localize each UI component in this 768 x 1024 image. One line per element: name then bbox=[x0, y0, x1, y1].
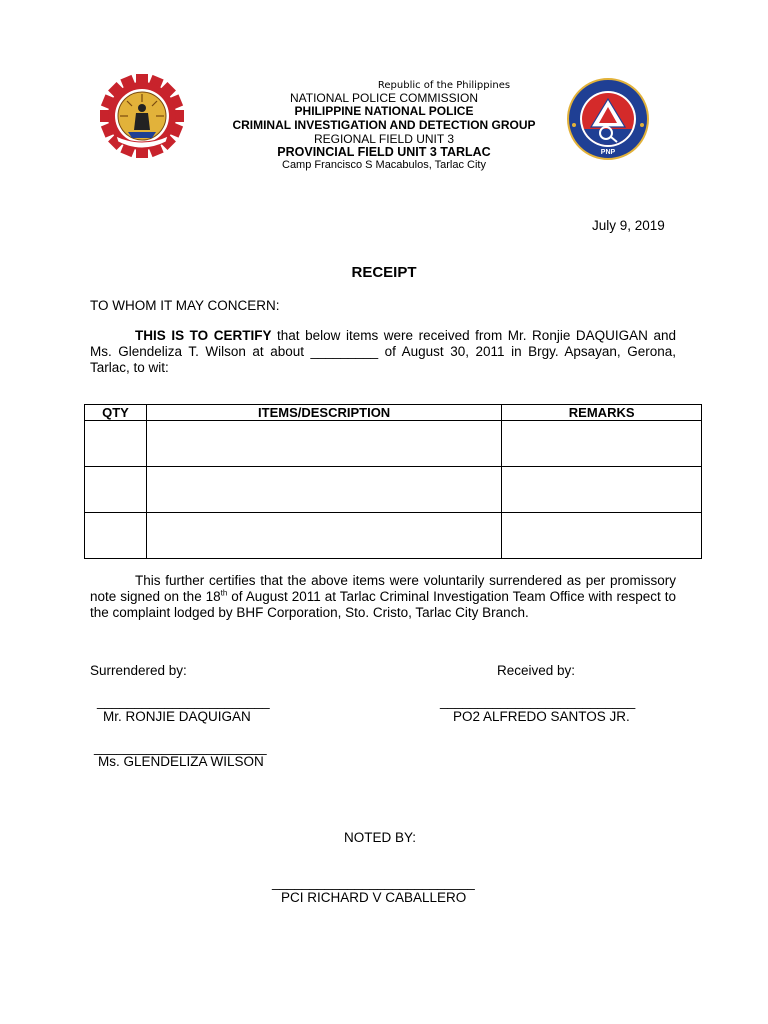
items-cell[interactable] bbox=[146, 513, 501, 559]
provincial-line: PROVINCIAL FIELD UNIT 3 TARLAC bbox=[277, 145, 491, 159]
certify-paragraph bbox=[90, 328, 676, 376]
surrendered-by-label: Surrendered by: bbox=[90, 663, 187, 678]
further-part2: of August 2011 at Tarlac Criminal Investigation Team Office with respect to the complaint lodged by BHF Corporation, Sto. Cristo, Tarlac City Branch. bbox=[90, 589, 677, 620]
further-paragraph bbox=[90, 573, 676, 621]
svg-text:PNP: PNP bbox=[600, 149, 616, 156]
surrenderer2-name: Ms. GLENDELIZA WILSON bbox=[98, 754, 264, 769]
remarks-cell[interactable] bbox=[502, 513, 702, 559]
certify-body: that below items were received from Mr. Ronjie DAQUIGAN and Ms. Glendeliza T. Wilson at about _________ of August 30, 2011 in Brgy. Apsayan, Gerona, Tarlac, to wit: bbox=[90, 328, 676, 375]
certify-lead: THIS IS TO CERTIFY bbox=[135, 328, 272, 343]
items-cell[interactable] bbox=[146, 467, 501, 513]
remarks-cell[interactable] bbox=[502, 421, 702, 467]
camp-line: Camp Francisco S Macabulos, Tarlac City bbox=[282, 159, 486, 171]
receiver-name: PO2 ALFREDO SANTOS JR. bbox=[453, 709, 630, 724]
qty-cell[interactable] bbox=[85, 421, 147, 467]
surrenderer1-name: Mr. RONJIE DAQUIGAN bbox=[103, 709, 251, 724]
signature-line-surrenderer2: _______________________ bbox=[94, 740, 267, 755]
salutation: TO WHOM IT MAY CONCERN: bbox=[90, 298, 280, 313]
table-row bbox=[85, 467, 702, 513]
document-date: July 9, 2019 bbox=[592, 218, 665, 233]
ordinal-suffix: th bbox=[220, 588, 228, 598]
republic-line: Republic of the Philippines bbox=[377, 80, 511, 91]
signature-line-receiver: __________________________ bbox=[440, 694, 636, 709]
document-title: RECEIPT bbox=[351, 264, 417, 281]
table-header-row bbox=[85, 405, 702, 421]
pnp-line: PHILIPPINE NATIONAL POLICE bbox=[294, 104, 474, 118]
regional-line: REGIONAL FIELD UNIT 3 bbox=[313, 132, 455, 146]
qty-cell[interactable] bbox=[85, 467, 147, 513]
items-cell[interactable] bbox=[146, 421, 501, 467]
items-table bbox=[84, 404, 702, 559]
remarks-cell[interactable] bbox=[502, 467, 702, 513]
signature-line-noter: ___________________________ bbox=[272, 875, 475, 890]
qty-header: QTY bbox=[85, 405, 147, 421]
qty-cell[interactable] bbox=[85, 513, 147, 559]
items-header: ITEMS/DESCRIPTION bbox=[146, 405, 501, 421]
signature-line-surrenderer1: _______________________ bbox=[97, 694, 270, 709]
further-part1: This further certifies that the above items were voluntarily surrendered as per promissory note signed on the 18 bbox=[90, 573, 676, 604]
cidg-line: CRIMINAL INVESTIGATION AND DETECTION GROUP bbox=[232, 118, 536, 132]
remarks-header: REMARKS bbox=[502, 405, 702, 421]
noter-name: PCI RICHARD V CABALLERO bbox=[281, 890, 467, 905]
noted-by-label: NOTED BY: bbox=[344, 830, 417, 845]
commission-line: NATIONAL POLICE COMMISSION bbox=[289, 91, 479, 105]
table-row bbox=[85, 513, 702, 559]
table-row bbox=[85, 421, 702, 467]
received-by-label: Received by: bbox=[497, 663, 576, 678]
